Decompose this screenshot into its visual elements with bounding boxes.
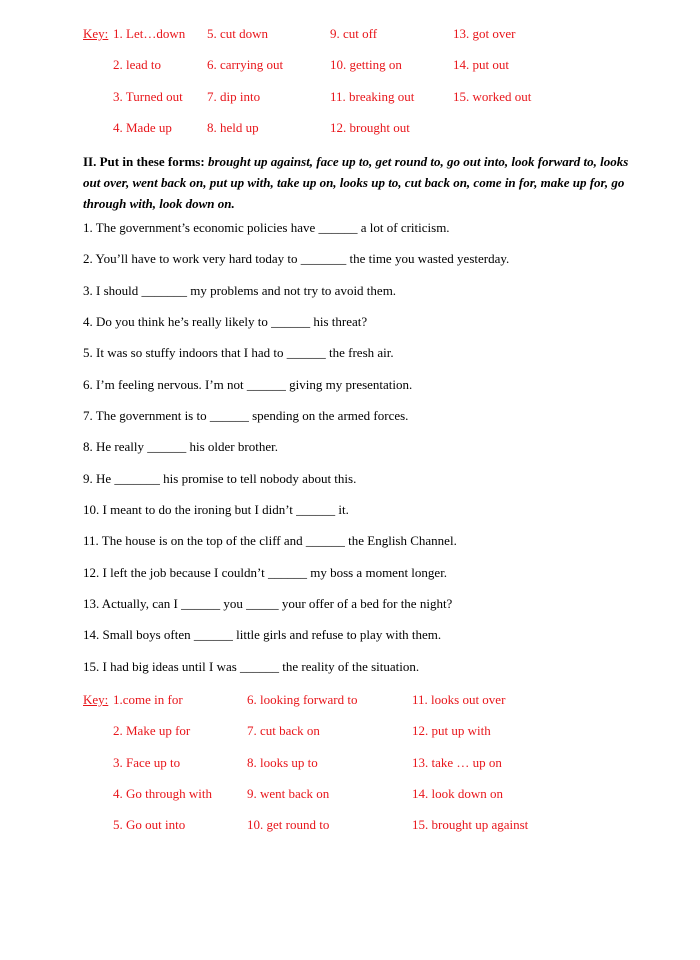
key-item: 2. Make up for — [113, 723, 191, 739]
key-item: 4. Made up — [113, 119, 172, 135]
key-item: 1.come in for — [113, 692, 183, 707]
section-title: II. Put in these forms: — [83, 154, 205, 169]
key-item: 13. take … up on — [412, 754, 502, 770]
key-item: 14. put out — [453, 57, 509, 73]
question-item: 2. You’ll have to work very hard today to _______ the time you wasted yesterday. — [83, 251, 510, 267]
key-label: Key: — [83, 692, 109, 707]
key-item: 10. get round to — [247, 817, 330, 833]
question-item: 14. Small boys often ______ little girls and refuse to play with them. — [83, 627, 442, 643]
question-item: 1. The government’s economic policies have ______ a lot of criticism. — [83, 220, 450, 235]
key-item: 10. getting on — [330, 57, 402, 73]
key-item: 9. cut off — [330, 26, 378, 41]
key-item: 14. look down on — [412, 785, 503, 801]
question-item: 8. He really ______ his older brother. — [83, 439, 278, 455]
key-item: 11. looks out over — [412, 692, 506, 707]
key-item: 6. carrying out — [207, 57, 284, 73]
question-item: 12. I left the job because I couldn’t ______ my boss a moment longer. — [83, 564, 448, 580]
question-item: 4. Do you think he’s really likely to ______ his threat? — [83, 314, 368, 330]
key-item: 5. cut down — [207, 26, 269, 41]
question-item: 3. I should _______ my problems and not try to avoid them. — [83, 282, 397, 298]
key-item: 8. held up — [207, 119, 259, 135]
key-item: 11. breaking out — [330, 88, 415, 104]
question-item: 11. The house is on the top of the cliff and ______ the English Channel. — [83, 533, 457, 549]
key-item: 1. Let…down — [113, 26, 186, 41]
key-item: 7. dip into — [207, 88, 261, 104]
key-item: 15. brought up against — [412, 817, 529, 833]
key-item: 12. put up with — [412, 723, 491, 739]
key-item: 15. worked out — [453, 88, 532, 104]
question-list — [83, 220, 509, 690]
question-item: 10. I meant to do the ironing but I didn’t ______ it. — [83, 502, 349, 518]
question-item: 13. Actually, can I ______ you _____ your offer of a bed for the night? — [83, 596, 453, 612]
key-item: 7. cut back on — [247, 723, 320, 739]
key-item: 3. Face up to — [113, 754, 181, 770]
question-item: 6. I’m feeling nervous. I’m not ______ giving my presentation. — [83, 376, 413, 392]
key-label: Key: — [83, 26, 109, 41]
phrasal-verb-list: brought up against, face up to, get round to, go out into, look forward to, looks out over, went back on, put up with, take up on, looks up to, cut back on, come in for, make up for, go through with, look down on. — [83, 154, 629, 211]
section-heading — [83, 151, 643, 214]
key-item: 5. Go out into — [113, 817, 186, 833]
key-item: 13. got over — [453, 26, 516, 41]
question-item: 9. He _______ his promise to tell nobody about this. — [83, 470, 357, 486]
key-item: 9. went back on — [247, 785, 330, 801]
question-item: 15. I had big ideas until I was ______ the reality of the situation. — [83, 658, 420, 674]
key-item: 2. lead to — [113, 57, 162, 73]
question-item: 7. The government is to ______ spending on the armed forces. — [83, 408, 409, 424]
key-item: 12. brought out — [330, 119, 410, 135]
key-item: 3. Turned out — [113, 88, 183, 104]
question-item: 5. It was so stuffy indoors that I had to ______ the fresh air. — [83, 345, 394, 361]
key-item: 8. looks up to — [247, 754, 318, 770]
key-item: 6. looking forward to — [247, 692, 358, 707]
key-item: 4. Go through with — [113, 785, 212, 801]
